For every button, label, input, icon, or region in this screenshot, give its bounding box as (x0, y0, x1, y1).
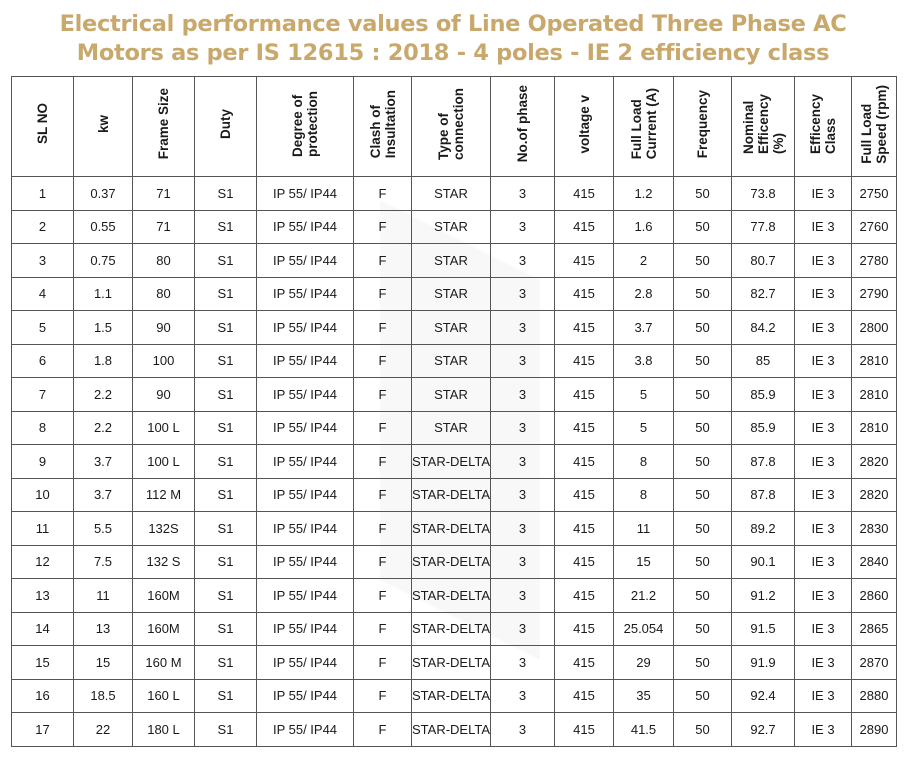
table-cell: 18.5 (74, 679, 133, 713)
table-cell: 1.1 (74, 277, 133, 311)
table-cell: 50 (674, 378, 732, 412)
table-cell: STAR-DELTA (412, 512, 491, 546)
table-cell: 10 (12, 478, 74, 512)
table-row (12, 378, 897, 412)
table-row (12, 579, 897, 613)
table-cell: 160M (133, 612, 195, 646)
table-cell: 7.5 (74, 545, 133, 579)
table-cell: 50 (674, 512, 732, 546)
table-cell: IE 3 (795, 277, 852, 311)
table-cell: IE 3 (795, 512, 852, 546)
table-cell: IE 3 (795, 612, 852, 646)
table-row (12, 244, 897, 278)
table-cell: F (354, 378, 412, 412)
table-cell: F (354, 478, 412, 512)
table-cell: 1 (12, 177, 74, 211)
table-cell: 50 (674, 244, 732, 278)
table-row (12, 646, 897, 680)
page-title (0, 10, 906, 68)
table-cell: 180 L (133, 713, 195, 747)
table-cell: 2880 (852, 679, 897, 713)
table-cell: STAR (412, 378, 491, 412)
table-cell: 3 (12, 244, 74, 278)
table-cell: 415 (555, 579, 614, 613)
table-cell: 71 (133, 177, 195, 211)
table-cell: 50 (674, 612, 732, 646)
table-cell: 14 (12, 612, 74, 646)
table-cell: IP 55/ IP44 (257, 545, 354, 579)
table-cell: STAR (412, 177, 491, 211)
table-cell: 2820 (852, 445, 897, 479)
table-cell: STAR-DELTA (412, 612, 491, 646)
table-cell: 3 (491, 713, 555, 747)
table-cell: 2.2 (74, 411, 133, 445)
table-cell: S1 (195, 445, 257, 479)
table-cell: 415 (555, 612, 614, 646)
table-row (12, 411, 897, 445)
table-cell: S1 (195, 244, 257, 278)
table-cell: 415 (555, 478, 614, 512)
table-cell: STAR-DELTA (412, 445, 491, 479)
column-header (257, 77, 354, 177)
column-header (491, 77, 555, 177)
table-row (12, 277, 897, 311)
table-cell: 80.7 (732, 244, 795, 278)
column-header (354, 77, 412, 177)
column-header (74, 77, 133, 177)
table-cell: 160 M (133, 646, 195, 680)
table-cell: IP 55/ IP44 (257, 478, 354, 512)
table-cell: 12 (12, 545, 74, 579)
table-cell: 3 (491, 344, 555, 378)
table-cell: IP 55/ IP44 (257, 210, 354, 244)
table-cell: 50 (674, 344, 732, 378)
table-cell: IE 3 (795, 478, 852, 512)
table-cell: S1 (195, 512, 257, 546)
table-cell: STAR (412, 344, 491, 378)
table-cell: 71 (133, 210, 195, 244)
table-cell: IE 3 (795, 311, 852, 345)
table-cell: 50 (674, 679, 732, 713)
table-row (12, 545, 897, 579)
table-cell: S1 (195, 713, 257, 747)
table-cell: 2820 (852, 478, 897, 512)
table-cell: 415 (555, 378, 614, 412)
table-cell: 11 (12, 512, 74, 546)
table-cell: F (354, 445, 412, 479)
table-cell: 2780 (852, 244, 897, 278)
table-cell: STAR-DELTA (412, 646, 491, 680)
table-cell: IP 55/ IP44 (257, 445, 354, 479)
column-header-label: kw (95, 114, 111, 133)
table-cell: S1 (195, 545, 257, 579)
table-cell: 415 (555, 177, 614, 211)
column-header-label: No.of phase (515, 85, 530, 163)
table-cell: STAR-DELTA (412, 545, 491, 579)
table-cell: STAR-DELTA (412, 713, 491, 747)
table-cell: STAR (412, 311, 491, 345)
table-cell: 50 (674, 713, 732, 747)
table-cell: 91.2 (732, 579, 795, 613)
table-cell: 2800 (852, 311, 897, 345)
table-cell: F (354, 646, 412, 680)
table-row (12, 445, 897, 479)
table-row (12, 210, 897, 244)
table-row (12, 478, 897, 512)
column-header-label: Full Load Speed (rpm) (859, 84, 889, 164)
table-cell: 15 (74, 646, 133, 680)
table-cell: IP 55/ IP44 (257, 713, 354, 747)
table-cell: IP 55/ IP44 (257, 646, 354, 680)
table-cell: IP 55/ IP44 (257, 612, 354, 646)
column-header-label: Nominal Efficency (%) (740, 93, 786, 155)
table-cell: 5 (614, 378, 674, 412)
table-cell: IP 55/ IP44 (257, 378, 354, 412)
table-cell: 3 (491, 210, 555, 244)
table-cell: 50 (674, 277, 732, 311)
table-cell: 0.75 (74, 244, 133, 278)
table-cell: 160M (133, 579, 195, 613)
table-cell: 8 (614, 478, 674, 512)
column-header (133, 77, 195, 177)
table-cell: 90 (133, 311, 195, 345)
table-cell: 73.8 (732, 177, 795, 211)
table-cell: F (354, 210, 412, 244)
table-cell: 92.7 (732, 713, 795, 747)
table-cell: 13 (74, 612, 133, 646)
table-cell: IP 55/ IP44 (257, 411, 354, 445)
table-row (12, 344, 897, 378)
column-header-label: Frame Size (156, 88, 171, 160)
table-cell: S1 (195, 411, 257, 445)
table-cell: F (354, 579, 412, 613)
table-cell: IP 55/ IP44 (257, 579, 354, 613)
table-cell: 3 (491, 445, 555, 479)
table-cell: 2790 (852, 277, 897, 311)
table-cell: IP 55/ IP44 (257, 679, 354, 713)
table-cell: 87.8 (732, 478, 795, 512)
table-cell: IE 3 (795, 378, 852, 412)
table-cell: 22 (74, 713, 133, 747)
table-cell: 415 (555, 210, 614, 244)
column-header-label: Degree of protection (290, 91, 320, 157)
column-header (852, 77, 897, 177)
table-cell: 3 (491, 545, 555, 579)
table-cell: 3 (491, 679, 555, 713)
table-cell: 3.7 (74, 445, 133, 479)
table-cell: 0.37 (74, 177, 133, 211)
table-cell: 2840 (852, 545, 897, 579)
table-cell: 25.054 (614, 612, 674, 646)
table-cell: STAR-DELTA (412, 679, 491, 713)
table-cell: 11 (614, 512, 674, 546)
table-cell: IE 3 (795, 646, 852, 680)
table-cell: 41.5 (614, 713, 674, 747)
table-cell: 77.8 (732, 210, 795, 244)
table-cell: 2830 (852, 512, 897, 546)
table-cell: STAR-DELTA (412, 478, 491, 512)
table-cell: IE 3 (795, 445, 852, 479)
table-cell: F (354, 311, 412, 345)
column-header (555, 77, 614, 177)
table-cell: S1 (195, 378, 257, 412)
table-cell: 2810 (852, 411, 897, 445)
table-cell: 415 (555, 512, 614, 546)
table-cell: IE 3 (795, 545, 852, 579)
table-cell: 1.2 (614, 177, 674, 211)
table-cell: 3.7 (614, 311, 674, 345)
table-cell: F (354, 244, 412, 278)
table-row (12, 177, 897, 211)
table-cell: 1.5 (74, 311, 133, 345)
table-cell: 112 M (133, 478, 195, 512)
table-cell: 100 L (133, 411, 195, 445)
table-cell: 21.2 (614, 579, 674, 613)
table-cell: 3 (491, 311, 555, 345)
table-cell: 132 S (133, 545, 195, 579)
column-header-label: voltage v (576, 94, 592, 154)
table-cell: 415 (555, 713, 614, 747)
table-cell: 100 (133, 344, 195, 378)
table-cell: 85.9 (732, 411, 795, 445)
title-line-1: Electrical performance values of Line Operated Three Phase AC (59, 11, 847, 37)
table-cell: 4 (12, 277, 74, 311)
table-cell: 415 (555, 344, 614, 378)
table-cell: F (354, 177, 412, 211)
column-header-label: Duty (218, 109, 233, 139)
table-cell: 50 (674, 545, 732, 579)
column-header (795, 77, 852, 177)
column-header-label: SL NO (35, 103, 50, 145)
table-row (12, 311, 897, 345)
table-cell: 2750 (852, 177, 897, 211)
table-cell: 3 (491, 277, 555, 311)
table-cell: 16 (12, 679, 74, 713)
table-cell: STAR-DELTA (412, 579, 491, 613)
table-cell: 3 (491, 512, 555, 546)
table-cell: F (354, 344, 412, 378)
table-cell: 85 (732, 344, 795, 378)
column-header-label: Clash of Insultation (367, 89, 398, 159)
table-cell: IP 55/ IP44 (257, 344, 354, 378)
table-cell: 91.5 (732, 612, 795, 646)
table-cell: 6 (12, 344, 74, 378)
table-cell: S1 (195, 177, 257, 211)
table-cell: 100 L (133, 445, 195, 479)
table-cell: 50 (674, 445, 732, 479)
table-cell: F (354, 713, 412, 747)
table-row (12, 679, 897, 713)
table-cell: S1 (195, 579, 257, 613)
table-cell: S1 (195, 612, 257, 646)
table-cell: 415 (555, 311, 614, 345)
table-cell: IE 3 (795, 177, 852, 211)
table-cell: 50 (674, 478, 732, 512)
table-cell: F (354, 545, 412, 579)
table-cell: IE 3 (795, 210, 852, 244)
table-cell: IE 3 (795, 679, 852, 713)
table-cell: 9 (12, 445, 74, 479)
table-cell: S1 (195, 277, 257, 311)
table-cell: 2760 (852, 210, 897, 244)
table-cell: 0.55 (74, 210, 133, 244)
table-cell: F (354, 512, 412, 546)
table-cell: 50 (674, 411, 732, 445)
table-cell: 415 (555, 545, 614, 579)
table-cell: 2.8 (614, 277, 674, 311)
column-header (195, 77, 257, 177)
table-cell: IE 3 (795, 713, 852, 747)
table-cell: IP 55/ IP44 (257, 311, 354, 345)
table-cell: 3 (491, 579, 555, 613)
table-cell: 3 (491, 244, 555, 278)
table-cell: 50 (674, 579, 732, 613)
table-cell: 82.7 (732, 277, 795, 311)
column-header (614, 77, 674, 177)
table-cell: 2865 (852, 612, 897, 646)
table-cell: 1.8 (74, 344, 133, 378)
column-header (674, 77, 732, 177)
table-cell: IP 55/ IP44 (257, 277, 354, 311)
table-cell: 2 (12, 210, 74, 244)
table-cell: 3 (491, 478, 555, 512)
table-cell: 3.7 (74, 478, 133, 512)
table-cell: F (354, 679, 412, 713)
table-cell: 2870 (852, 646, 897, 680)
table-cell: 91.9 (732, 646, 795, 680)
column-header-label: Frequency (695, 89, 710, 159)
table-cell: 29 (614, 646, 674, 680)
table-cell: 415 (555, 411, 614, 445)
table-cell: 415 (555, 445, 614, 479)
table-cell: 87.8 (732, 445, 795, 479)
table-cell: STAR (412, 210, 491, 244)
table-cell: 92.4 (732, 679, 795, 713)
table-cell: STAR (412, 411, 491, 445)
table-row (12, 612, 897, 646)
table-cell: 3 (491, 612, 555, 646)
table-cell: 3 (491, 646, 555, 680)
table-cell: 2.2 (74, 378, 133, 412)
table-cell: 50 (674, 177, 732, 211)
table-cell: 132S (133, 512, 195, 546)
title-line-2: Motors as per IS 12615 : 2018 - 4 poles - IE 2 efficiency class (76, 40, 830, 66)
table-cell: 5 (12, 311, 74, 345)
table-cell: 2 (614, 244, 674, 278)
table-cell: IE 3 (795, 411, 852, 445)
column-header-label: Efficency Class (808, 93, 838, 155)
table-cell: 415 (555, 679, 614, 713)
table-cell: F (354, 277, 412, 311)
table-cell: 15 (12, 646, 74, 680)
table-header (12, 77, 897, 177)
table-cell: 90 (133, 378, 195, 412)
table-cell: 2860 (852, 579, 897, 613)
table-cell: S1 (195, 646, 257, 680)
table-cell: F (354, 411, 412, 445)
table-cell: S1 (195, 210, 257, 244)
column-header-label: Full Load Current (A) (628, 88, 659, 160)
table-cell: 8 (614, 445, 674, 479)
table-cell: 90.1 (732, 545, 795, 579)
column-header-label: Type of connection (436, 87, 466, 160)
table-cell: 17 (12, 713, 74, 747)
table-cell: IE 3 (795, 244, 852, 278)
table-cell: 3 (491, 177, 555, 211)
table-cell: 415 (555, 277, 614, 311)
table-cell: 50 (674, 646, 732, 680)
table-cell: 5.5 (74, 512, 133, 546)
table-row (12, 512, 897, 546)
table-cell: S1 (195, 311, 257, 345)
column-header (732, 77, 795, 177)
table-cell: 85.9 (732, 378, 795, 412)
table-cell: 80 (133, 277, 195, 311)
table-cell: 415 (555, 244, 614, 278)
table-cell: F (354, 612, 412, 646)
table-cell: STAR (412, 277, 491, 311)
table-cell: 84.2 (732, 311, 795, 345)
table-cell: 2890 (852, 713, 897, 747)
header-row (12, 77, 897, 177)
column-header (12, 77, 74, 177)
table-cell: 11 (74, 579, 133, 613)
table-cell: 15 (614, 545, 674, 579)
table-cell: 3 (491, 378, 555, 412)
table-cell: 80 (133, 244, 195, 278)
table-cell: IP 55/ IP44 (257, 244, 354, 278)
table-cell: 35 (614, 679, 674, 713)
table-cell: 50 (674, 210, 732, 244)
table-cell: 160 L (133, 679, 195, 713)
table-cell: 2810 (852, 378, 897, 412)
table-cell: 7 (12, 378, 74, 412)
table-cell: S1 (195, 478, 257, 512)
table-cell: 50 (674, 311, 732, 345)
table-cell: S1 (195, 344, 257, 378)
table-cell: 2810 (852, 344, 897, 378)
table-cell: 3.8 (614, 344, 674, 378)
table-cell: S1 (195, 679, 257, 713)
table-cell: STAR (412, 244, 491, 278)
table-cell: 415 (555, 646, 614, 680)
table-cell: 5 (614, 411, 674, 445)
table-cell: IE 3 (795, 579, 852, 613)
table-body (12, 177, 897, 747)
table-row (12, 713, 897, 747)
table-cell: 1.6 (614, 210, 674, 244)
motor-performance-table (11, 76, 897, 747)
table-cell: 8 (12, 411, 74, 445)
table-cell: 13 (12, 579, 74, 613)
column-header (412, 77, 491, 177)
table-cell: IP 55/ IP44 (257, 177, 354, 211)
table-cell: IP 55/ IP44 (257, 512, 354, 546)
table-cell: IE 3 (795, 344, 852, 378)
table-cell: 3 (491, 411, 555, 445)
table-cell: 89.2 (732, 512, 795, 546)
